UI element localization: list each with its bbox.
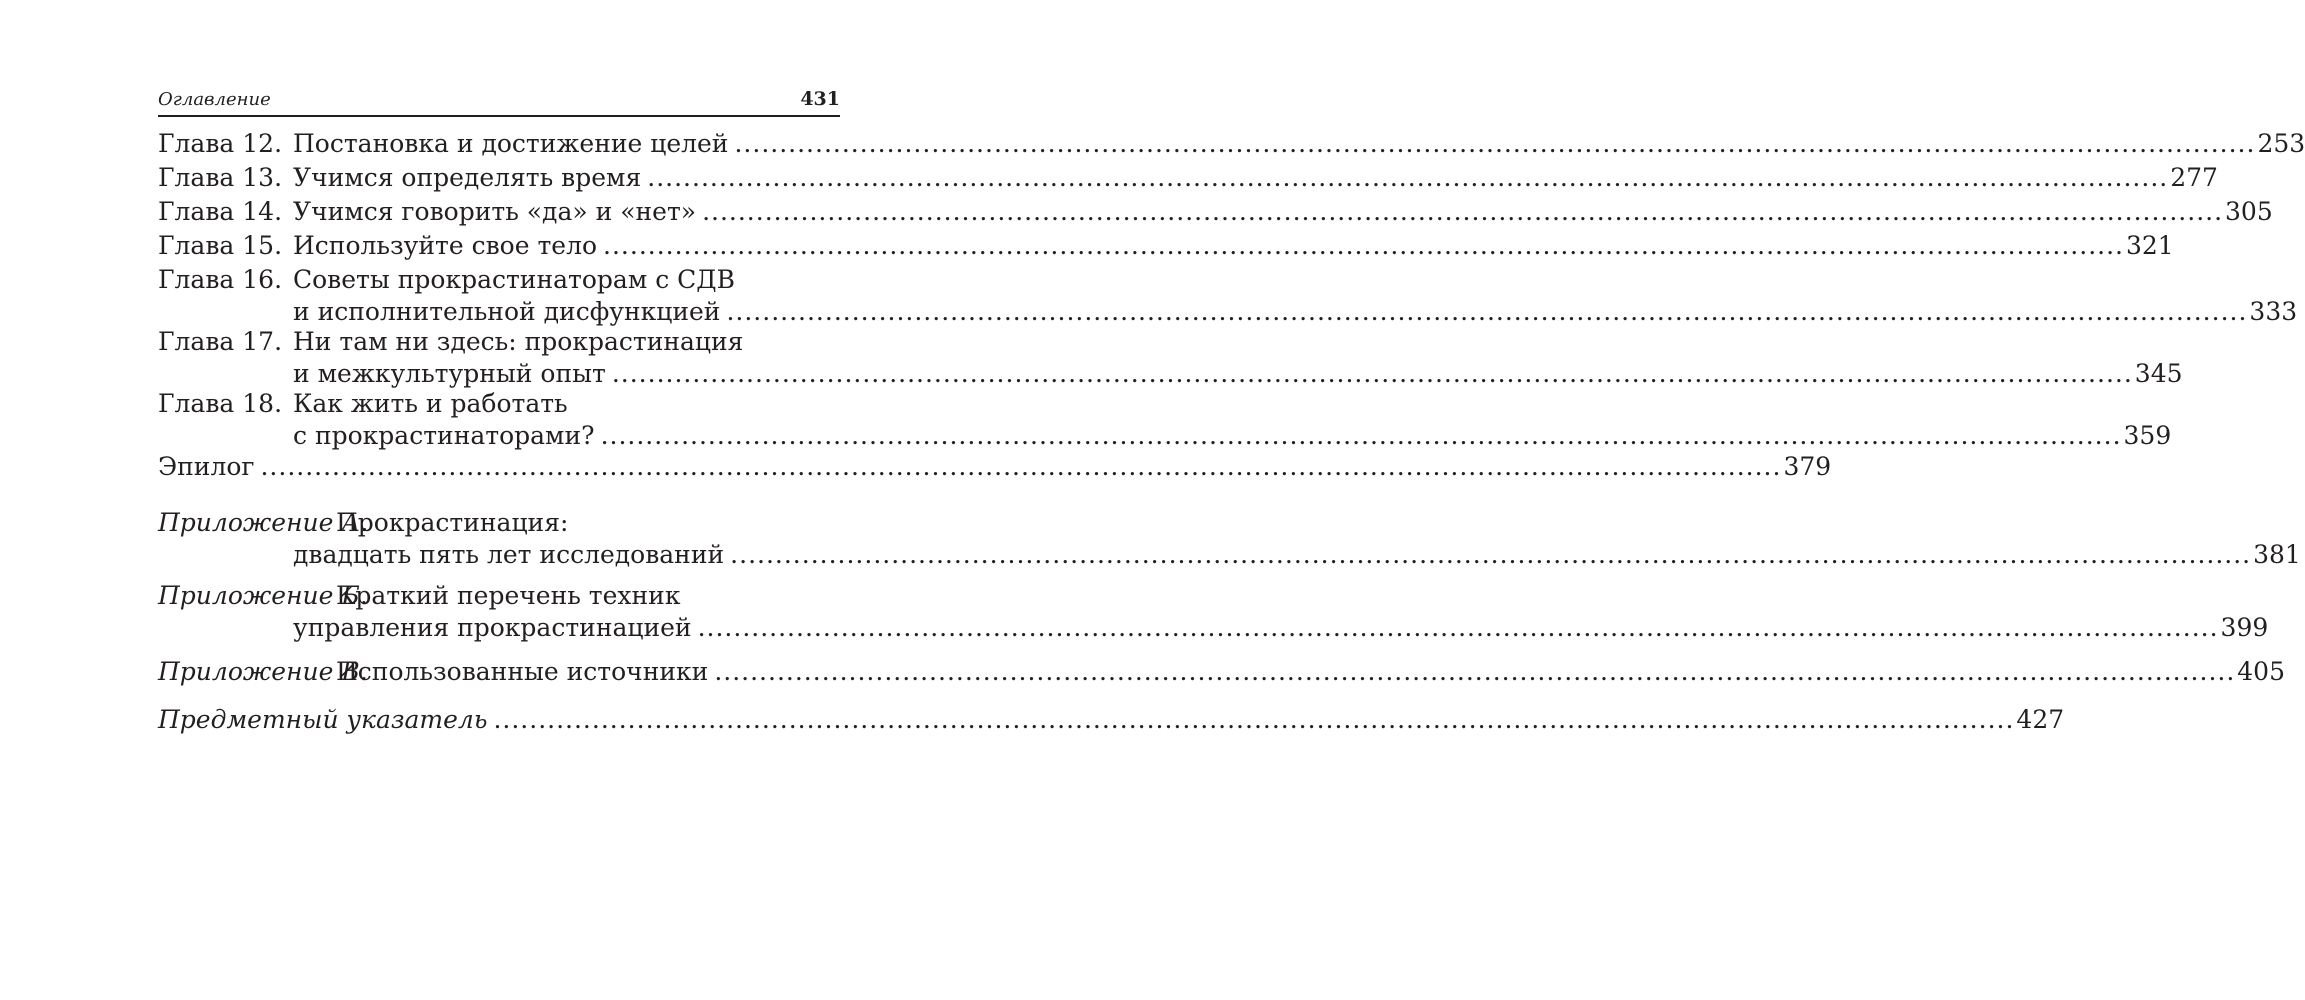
- appendix-label: Приложение А.: [158, 508, 369, 537]
- page-number: 277: [2170, 163, 2218, 192]
- dot-leader: ..........................................................................................................................................................................: [600, 421, 2122, 450]
- chapter-title: Учимся определять время: [293, 163, 642, 192]
- appendix-title-line-2: двадцать пять лет исследований: [293, 540, 725, 569]
- dot-leader: ..........................................................................................................................................................................: [702, 197, 2224, 226]
- dot-leader: ..........................................................................................................................................................................: [647, 163, 2169, 192]
- running-header-title: Оглавление: [158, 89, 271, 110]
- appendix-title-line-1: Краткий перечень техник: [336, 581, 681, 610]
- chapter-title-line-1: Советы прокрастинаторам с СДВ: [293, 265, 735, 294]
- running-header-page-number: 431: [800, 88, 840, 110]
- chapter-number: Глава 15.: [158, 231, 283, 260]
- chapter-number: Глава 14.: [158, 197, 283, 226]
- chapter-number: Глава 12.: [158, 129, 283, 158]
- chapter-title: Используйте свое тело: [293, 231, 598, 260]
- dot-leader: ..........................................................................................................................................................................: [697, 613, 2219, 642]
- subject-index-title: Предметный указатель: [158, 705, 488, 734]
- page-number: 253: [2257, 129, 2305, 158]
- page-number: 427: [2016, 705, 2065, 734]
- page-number: 333: [2249, 297, 2298, 326]
- epilogue-title: Эпилог: [158, 452, 255, 481]
- dot-leader: ..........................................................................................................................................................................: [260, 452, 1782, 481]
- dot-leader: ..........................................................................................................................................................................: [611, 359, 2133, 388]
- page-number: 359: [2123, 421, 2172, 450]
- chapter-title: Постановка и достижение целей: [293, 129, 729, 158]
- chapter-title: Учимся говорить «да» и «нет»: [293, 197, 697, 226]
- page-number: 399: [2220, 613, 2269, 642]
- appendix-title-line-2: управления прокрастинацией: [293, 613, 692, 642]
- page-number: 379: [1783, 452, 1832, 481]
- page-number: 345: [2134, 359, 2183, 388]
- chapter-title-line-2: и межкультурный опыт: [293, 359, 606, 388]
- appendix-label: Приложение Б.: [158, 581, 368, 610]
- header-rule: [158, 115, 840, 117]
- chapter-title-line-1: Как жить и работать: [293, 389, 568, 418]
- dot-leader: ..........................................................................................................................................................................: [730, 540, 2252, 569]
- page-number: 381: [2253, 540, 2301, 569]
- dot-leader: ..........................................................................................................................................................................: [603, 231, 2124, 260]
- chapter-title-line-2: с прокрастинаторами?: [293, 421, 595, 450]
- dot-leader: ..........................................................................................................................................................................: [734, 129, 2256, 158]
- chapter-number: Глава 13.: [158, 163, 283, 192]
- chapter-title-line-1: Ни там ни здесь: прокрастинация: [293, 327, 744, 356]
- page-number: 405: [2237, 657, 2285, 686]
- page-number: 305: [2225, 197, 2273, 226]
- dot-leader: ..........................................................................................................................................................................: [726, 297, 2248, 326]
- chapter-number: Глава 16.: [158, 265, 283, 294]
- chapter-number: Глава 18.: [158, 389, 283, 418]
- chapter-title-line-2: и исполнительной дисфункцией: [293, 297, 721, 326]
- dot-leader: ..........................................................................................................................................................................: [493, 705, 2015, 734]
- dot-leader: ..........................................................................................................................................................................: [714, 657, 2236, 686]
- appendix-label: Приложение В.: [158, 657, 368, 686]
- appendix-title-line-1: Прокрастинация:: [336, 508, 569, 537]
- appendix-title: Использованные источники: [336, 657, 709, 686]
- chapter-number: Глава 17.: [158, 327, 283, 356]
- page-number: 321: [2125, 231, 2174, 260]
